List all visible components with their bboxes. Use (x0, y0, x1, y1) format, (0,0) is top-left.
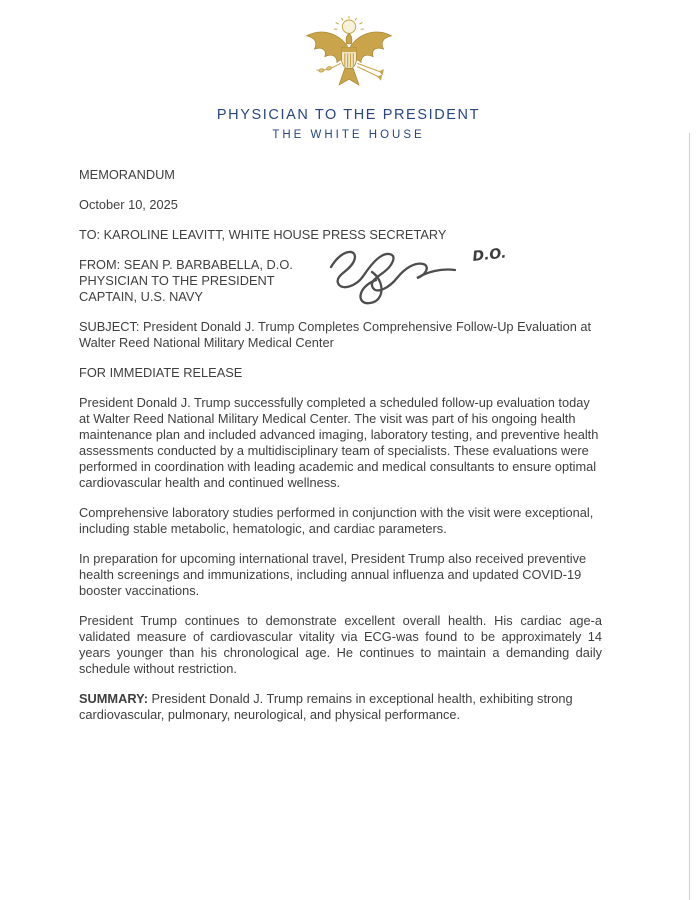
letterhead-subtitle: THE WHITE HOUSE (272, 129, 425, 141)
paragraph-4: President Trump continues to demonstrate excellent overall health. His cardiac age-a validated measure of cardiovascular vitality via ECG-was found to be approximately 14 years younger than his chronological age. He continues to maintain a demanding daily schedule without restriction. (79, 613, 602, 676)
seal-eagle-tail (339, 68, 359, 85)
paragraph-3: In preparation for upcoming international travel, President Trump also received preventive health screenings and immunizations, including annual influenza and updated COVID-19 booster vaccinations. (79, 551, 587, 598)
memo-label: MEMORANDUM (79, 167, 175, 182)
letter-body (79, 167, 602, 737)
memo-date: October 10, 2025 (79, 197, 178, 212)
memo-from-block (79, 245, 602, 305)
memo-to-line: TO: KAROLINE LEAVITT, WHITE HOUSE PRESS SECRETARY (79, 227, 447, 242)
seal-eagle-head (346, 33, 352, 43)
memo-subject-line: SUBJECT: President Donald J. Trump Completes Comprehensive Follow-Up Evaluation at Walter Reed National Military Medical Center (79, 319, 592, 350)
seal-glory (334, 16, 364, 34)
seal-olive-branch (316, 63, 340, 72)
memo-from-line: FROM: SEAN P. BARBABELLA, D.O. (79, 257, 293, 272)
paragraph-2: Comprehensive laboratory studies performed in conjunction with the visit were exceptional, including stable metabolic, hematologic, and cardiac parameters. (79, 505, 594, 536)
summary-label: SUMMARY: (79, 691, 148, 706)
seal-arrows (357, 63, 383, 79)
letterhead-title: PHYSICIAN TO THE PRESIDENT (216, 107, 481, 123)
great-seal-eagle-icon (299, 12, 399, 98)
summary-paragraph (79, 691, 602, 723)
release-line: FOR IMMEDIATE RELEASE (79, 365, 243, 380)
page-edge-line (689, 133, 690, 900)
memo-from-rank: CAPTAIN, U.S. NAVY (79, 289, 203, 304)
summary-text: President Donald J. Trump remains in exceptional health, exhibiting strong cardiovascular, pulmonary, neurological, and physical performance. (79, 691, 573, 722)
memo-from-title: PHYSICIAN TO THE PRESIDENT (79, 273, 275, 288)
signature-do-annotation: D.O. (471, 245, 508, 265)
letterhead (0, 12, 697, 141)
seal-shield (341, 48, 356, 70)
paragraph-1: President Donald J. Trump successfully completed a scheduled follow-up evaluation today at Walter Reed National Military Medical Center. The visit was part of his ongoing health maintenance plan and included advanced imaging, laboratory testing, and preventive health assessments conducted by a multidisciplinary team of specialists. These evaluations were performed in coordination with leading academic and medical consultants to ensure optimal cardiovascular health and continued wellness. (79, 395, 599, 490)
